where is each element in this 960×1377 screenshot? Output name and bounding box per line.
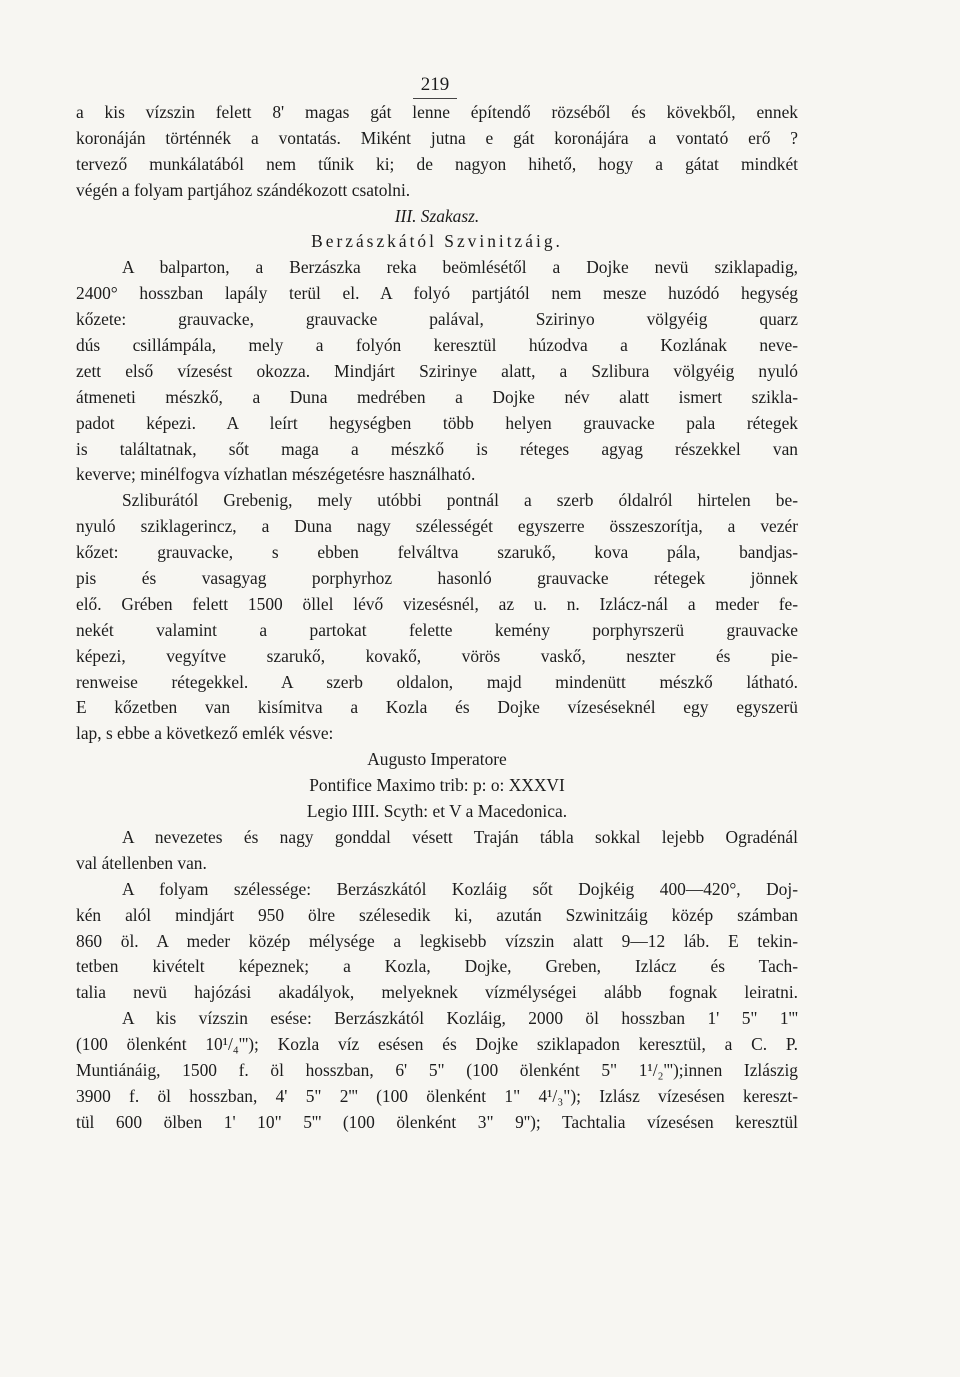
text-line: talia nevü hajózási akadályok, melyeknek vízmélységei alább fognak leiratni. [76, 982, 798, 1003]
text-line: kőzete: grauvacke, grauvacke palával, Szirinyo völgyéig quarz [76, 309, 798, 330]
inscription-line: Pontifice Maximo trib: p: o: XXXVI [309, 775, 565, 796]
text-line: zett első vízesést okozza. Mindjárt Szirinye alatt, a Szlibura völgyéig nyuló [76, 360, 798, 381]
text-line: A folyam szélessége: Berzászkától Kozláig sőt Dojkéig 400—420°, Doj- [122, 878, 798, 899]
text-line: kén alól mindjárt 950 ölre szélesedik ki, azután Szwinitzáig közép számban [76, 904, 798, 925]
text-line: A balparton, a Berzászka reka beömlésétől a Dojke nevü sziklapadig, [122, 257, 798, 278]
text-line: keverve; minélfogva vízhatlan mészégetésre használható. [76, 464, 476, 485]
text-line: tül 600 ölben 1' 10" 5''' (100 ölenként 3" 9''); Tachtalia vízesésen keresztül [76, 1111, 798, 1132]
text-line: 860 öl. A meder közép mélysége a legkisebb vízszin alatt 9—12 láb. E tekin- [76, 930, 798, 951]
text-line: végén a folyam partjához szándékozott csatolni. [76, 179, 411, 200]
text-line: tetben kivételt képeznek; a Kozla, Dojke, Greben, Izlácz és Tach- [76, 956, 798, 977]
body-text [76, 100, 798, 1136]
text-line: elő. Grében felett 1500 öllel lévő vizesésnél, az u. n. Izlácz-nál a meder fe- [76, 593, 798, 614]
section-heading: III. Szakasz. [394, 205, 480, 226]
text-line: nekét valamint a partokat felette kemény porphyrszerü grauvacke [76, 619, 798, 640]
text-line: is találtatnak, sőt maga a mészkő is réteges agyag részekkel van [76, 438, 798, 459]
text-line: padot képezi. A leírt hegységben több helyen grauvacke pala rétegek [76, 412, 798, 433]
text-line: Szliburától Grebenig, mely utóbbi pontnál a szerb óldalról hirtelen be- [122, 490, 798, 511]
text-line: lap, s ebbe a következő emlék vésve: [76, 723, 334, 744]
text-line: kőzet: grauvacke, s ebben felváltva szarukő, kova pála, bandjas- [76, 542, 798, 563]
text-line: val átellenben van. [76, 852, 207, 873]
text-line: A nevezetes és nagy gonddal vésett Traján tábla sokkal lejebb Ogradénál [122, 826, 798, 847]
text-line: nyuló sziklagerincz, a Duna nagy szélességét egyszerre összeszorítja, a vezér [76, 516, 798, 537]
text-line: renweise rétegekkel. A szerb oldalon, majd mindenütt mészkő látható. [76, 671, 798, 692]
text-line: (100 ölenként 10¹/₄'''); Kozla víz esésen és Dojke sziklapadon keresztül, a C. P. [76, 1034, 798, 1055]
text-line: átmeneti mészkő, a Duna medrében a Dojke név alatt ismert szikla- [76, 386, 798, 407]
text-line: Muntiánáig, 1500 f. öl hosszban, 6' 5" (100 ölenként 5" 1¹/₂''');innen Izlászig [76, 1059, 798, 1080]
text-line: koronáján történnék a vontatás. Miként jutna e gát koronájára a vontató erő ? [76, 127, 798, 148]
section-subheading: Berzászkától Szvinitzáig. [311, 231, 563, 252]
text-line: dús csillámpála, mely a folyón keresztül húzodva a Kozlának neve- [76, 335, 798, 356]
text-line: tervező munkálatából nem tűnik ki; de nagyon hihető, hogy a gátat mindkét [76, 153, 798, 174]
text-line: E kőzetben van kisímitva a Kozla és Dojke vízeséseknél egy egyszerü [76, 697, 798, 718]
text-line: képezi, vegyítve szarukő, kovakő, vörös vaskő, neszter és pie- [76, 645, 798, 666]
inscription-line: Augusto Imperatore [367, 749, 507, 770]
text-line: a kis vízszin felett 8' magas gát lenne építendő rözséből és kövekből, ennek [76, 102, 798, 122]
inscription-line: Legio IIII. Scyth: et V a Macedonica. [306, 801, 568, 822]
page-number: 219 [0, 74, 960, 99]
text-line: A kis vízszin esése: Berzászkától Kozláig, 2000 öl hosszban 1' 5" 1''' [122, 1008, 798, 1029]
text-line: 2400° hosszban lapály terül el. A folyó partjától nem mesze huzódó hegység [76, 283, 798, 304]
text-line: pis és vasagyag porphyrhoz hasonló grauvacke rétegek jönnek [76, 568, 798, 589]
text-line: 3900 f. öl hosszban, 4' 5" 2''' (100 ölenként 1" 4¹/₃"); Izlász vízesésen kereszt- [76, 1085, 798, 1106]
